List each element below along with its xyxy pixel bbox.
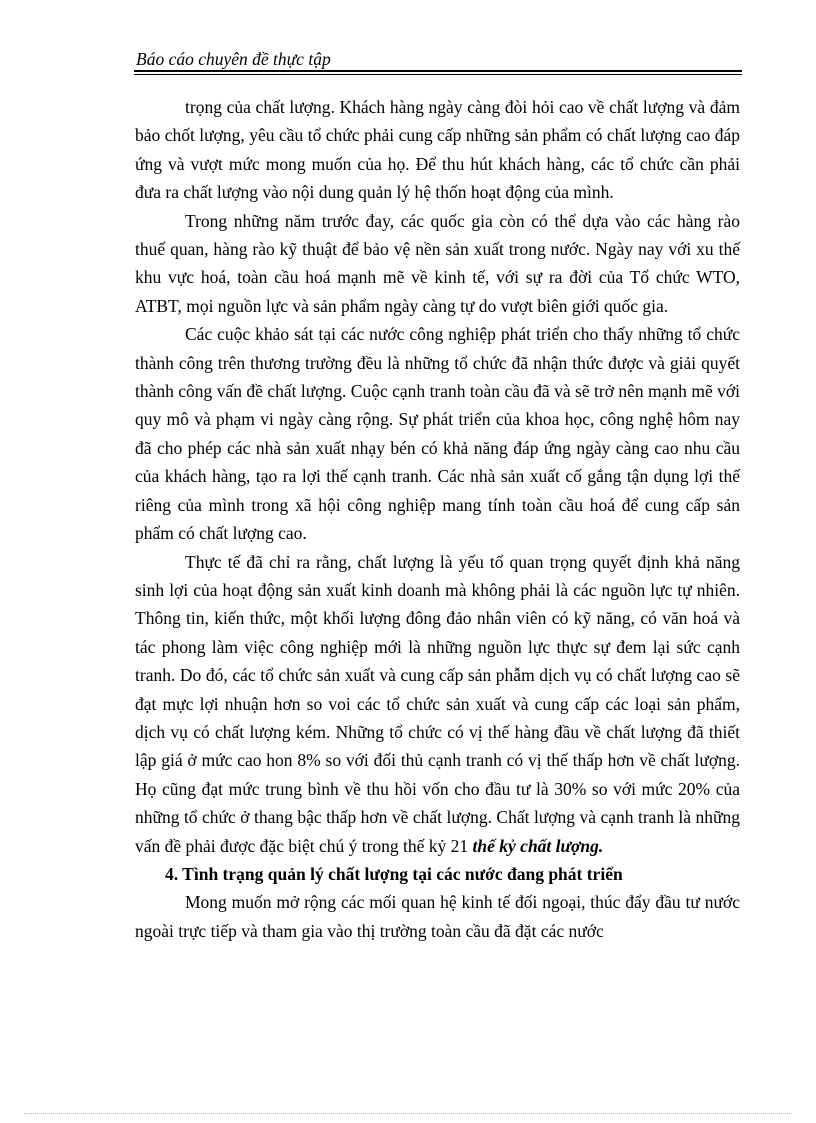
paragraph-quality-profit-text: Thực tế đã chỉ ra rằng, chất lượng là yếu tố quan trọng quyết định khả năng sinh lợi của hoạt động sản xuất kinh doanh mà không phải là các nguồn lực tự nhiên. Thông tin, kiến thức, một khối lượng đông đảo nhân viên có kỹ năng, có văn hoá và tác phong làm việc công nghiệp mới là những nguồn lực thực sự đem lại sức cạnh tranh. Do đó, các tổ chức sản xuất và cung cấp sản phẫm dịch vụ có chất lượng cao sẽ đạt mực lợi nhuận hơn so voi các tổ chức sản xuất và cung cấp các loại sản phẩm, dịch vụ có chất lượng kém. Những tổ chức có vị thế hàng đầu về chất lượng đã thiết lập giá ở mức cao hon 8% so với đối thủ cạnh tranh có vị thế thấp hơn về chất lượng. Họ cũng đạt mức trung bình về thu hồi vốn cho đầu tư là 30% so với mức 20% của những tổ chức ở thang bậc thấp hơn về chất lượng. Chất lượng và cạnh tranh là những vấn đề phải được đặc biệt chú ý trong thế kỷ 21 bbox=[135, 551, 740, 856]
footer-divider bbox=[24, 1113, 792, 1114]
section-heading: 4. Tình trạng quản lý chất lượng tại các nước đang phát triển bbox=[165, 863, 623, 884]
paragraph-survey: Các cuộc khảo sát tại các nước công nghiệp phát triển cho thấy những tổ chức thành công trên thương trường đều là những tổ chức đã nhận thức được và giải quyết thành công vấn đề chất lượng. Cuộc cạnh tranh toàn cầu đã và sẽ trở nên mạnh mẽ với quy mô và phạm vi ngày càng rộng. Sự phát triển của khoa học, công nghệ hôm nay đã cho phép các nhà sản xuất nhạy bén có khả năng đáp ứng ngày càng cao nhu cầu của khách hàng, tạo ra lợi thế cạnh tranh. Các nhà sản xuất cố gắng tận dụng lợi thế riêng của mình trong xã hội công nghiệp mang tính toàn cầu hoá để cung cấp sản phẩm có chất lượng cao. bbox=[135, 324, 740, 544]
header-divider-thin bbox=[134, 74, 742, 75]
paragraph-trade-barriers: Trong những năm trước đay, các quốc gia còn có thể dựa vào các hàng rào thuế quan, hàng rào kỹ thuật để bảo vệ nền sản xuất trong nước. Ngày nay với xu thế khu vực hoá, toàn cầu hoá mạnh mẽ về kinh tế, với sự ra đời của Tổ chức WTO, ATBT, mọi nguồn lực và sản phẩm ngày càng tự do vượt biên giới quốc gia. bbox=[135, 210, 740, 316]
page-header-title: Báo cáo chuyên đề thực tập bbox=[136, 49, 331, 69]
document-body bbox=[135, 93, 740, 945]
paragraph-quality-profit bbox=[135, 548, 740, 860]
paragraph-developing-countries: Mong muốn mở rộng các mối quan hệ kinh tế đối ngoại, thúc đẩy đầu tư nước ngoài trực tiếp và tham gia vào thị trường toàn cầu đã đặt các nước bbox=[135, 892, 740, 941]
header-divider-thick bbox=[134, 70, 742, 72]
paragraph-continuation: trọng của chất lượng. Khách hàng ngày càng đòi hỏi cao về chất lượng và đảm bảo chốt lượng, yêu cầu tổ chức phải cung cấp những sản phẩm có chất lượng cao đáp ứng và vượt mức mong muốn của họ. Để thu hút khách hàng, các tổ chức cần phải đưa ra chất lượng vào nội dung quản lý hệ thốn hoạt động của mình. bbox=[135, 97, 740, 203]
quality-century-emphasis: thế kỷ chất lượng. bbox=[472, 835, 604, 856]
